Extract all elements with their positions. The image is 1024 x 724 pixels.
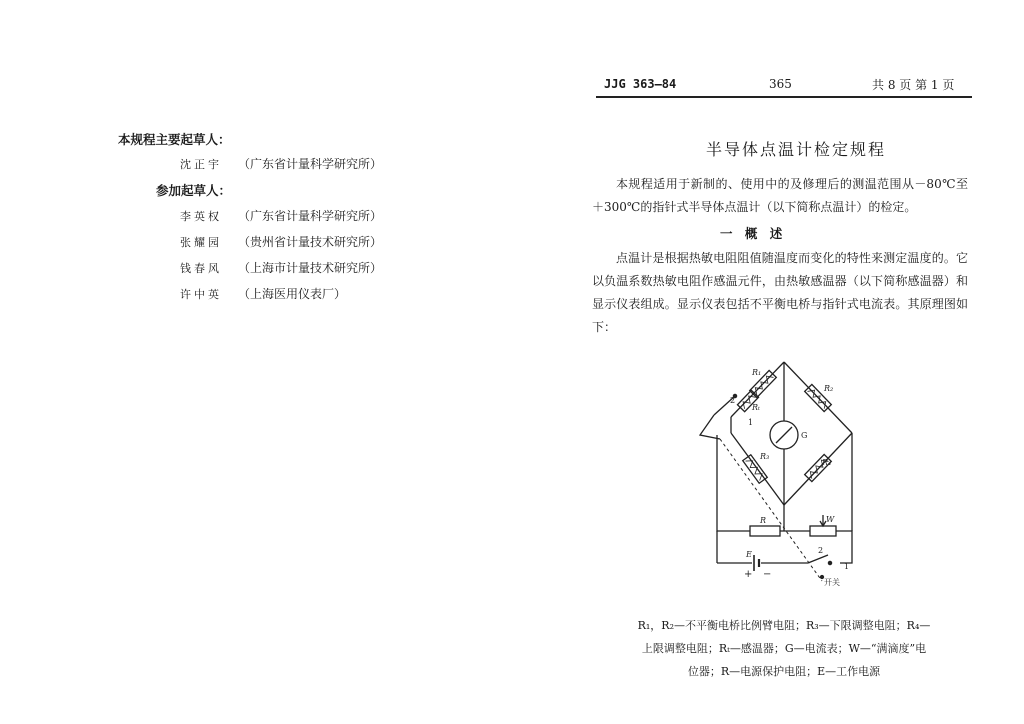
section-title: 一 概 述 — [720, 226, 787, 241]
label-r1: R₁ — [752, 368, 762, 377]
participant-org: （上海医用仪表厂） — [238, 287, 347, 301]
participating-label: 参加起草人： — [156, 183, 232, 198]
label-g: G — [801, 431, 808, 440]
bridge-circuit-diagram — [690, 355, 890, 595]
label-r3: R₃ — [760, 452, 770, 461]
main-drafter-label: 本规程主要起草人： — [118, 132, 231, 147]
label-e: E — [746, 550, 752, 559]
participant-name: 张耀园 — [180, 236, 222, 249]
overview-paragraph: 点温计是根据热敏电阻阻值随温度而变化的特性来测定温度的。它以负温系数热敏电阻作感温元件，由热敏感温器（以下简称感温器）和显示仪表组成。显示仪表包括不平衡电桥与指针式电流表。其原理图如下： — [592, 251, 968, 334]
participant-name: 李英权 — [180, 210, 222, 223]
label-n2: 2 — [818, 546, 824, 555]
caption-line: 位器；R—电源保护电阻；E—工作电源 — [687, 665, 881, 678]
bridge-arm-bottom-left — [731, 433, 784, 505]
svg-text:+: + — [744, 569, 753, 580]
participant-org: （上海市计量技术研究所） — [238, 261, 383, 275]
switch-blade — [808, 555, 828, 563]
bridge-arm-top-right — [784, 362, 852, 433]
page-number: 365 — [769, 77, 792, 91]
label-r: R — [760, 516, 767, 525]
label-probe-n2: 2 — [730, 396, 736, 405]
drafter-name: 沈正宇 — [180, 158, 222, 171]
drafter-org: （广东省计量科学研究所） — [238, 157, 383, 171]
diagram-caption — [634, 614, 934, 683]
label-r4: R₄ — [822, 458, 832, 467]
caption-line: R₁，R₂—不平衡电桥比例臂电阻；R₃—下限调整电阻；R₄— — [637, 619, 931, 632]
participant-org: （广东省计量科学研究所） — [238, 209, 383, 223]
caption-line: 上限调整电阻；Rₜ—感温器；G—电流表；W—“满滴度”电 — [641, 642, 927, 655]
svg-text:−: − — [763, 569, 772, 580]
participant-name: 钱春风 — [180, 262, 222, 275]
intro-paragraph: 本规程适用于新制的、使用中的及修理后的测温范围从－80℃至＋300℃的指针式半导体点温计（以下简称点温计）的检定。 — [592, 177, 968, 214]
page-info: 共 8 页 第 1 页 — [872, 78, 955, 92]
resistor-r — [750, 526, 780, 536]
label-n1: 1 — [844, 562, 850, 571]
standard-code: JJG 363—84 — [604, 77, 677, 91]
label-w: W — [826, 515, 835, 524]
potentiometer-w — [810, 526, 836, 536]
participant-org: （贵州省计量技术研究所） — [238, 235, 383, 249]
label-rt: Rₜ — [752, 403, 760, 412]
label-probe-n1: 1 — [748, 418, 754, 427]
label-r2: R₂ — [824, 384, 834, 393]
header-rule — [596, 96, 972, 98]
document-title: 半导体点温计检定规程 — [706, 140, 887, 159]
label-switch: 开关 — [824, 578, 840, 587]
mechanical-link — [720, 439, 822, 581]
participant-name: 许中英 — [180, 288, 222, 301]
